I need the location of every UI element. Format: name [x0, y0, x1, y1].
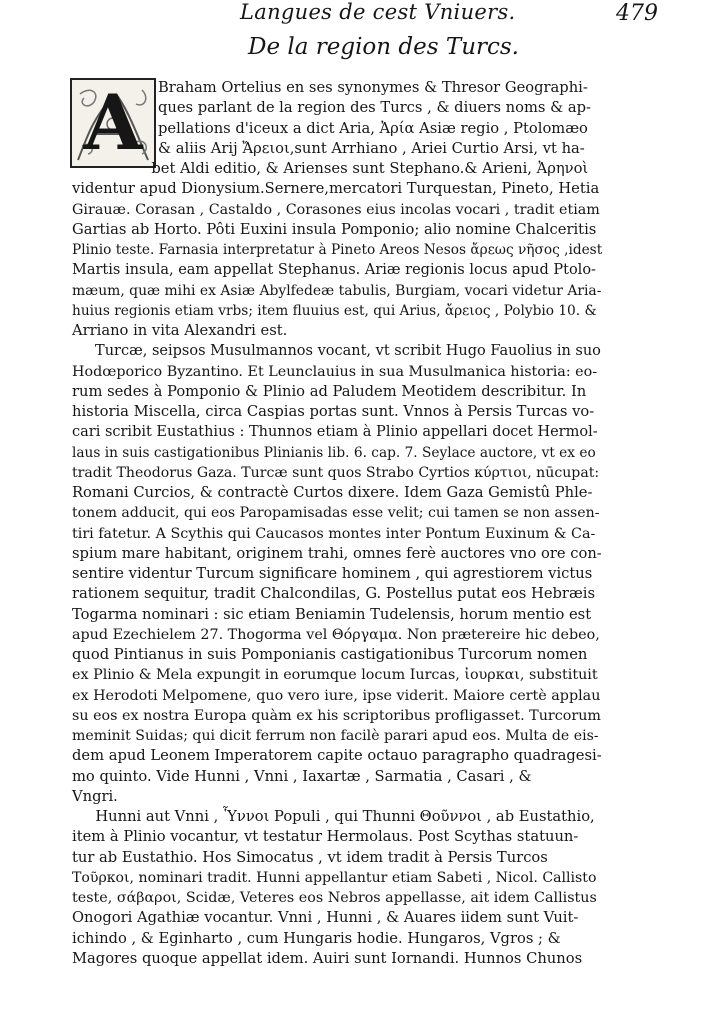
text-line: huius regionis etiam vrbs; item fluuius est, qui Arius, ἄρειος , Polybio 10. &	[72, 302, 597, 319]
paragraph-hunni	[72, 807, 602, 969]
text-line: Girauæ. Corasan , Castaldo , Corasones eius incolas vocari , tradit etiam	[72, 201, 600, 218]
section-title: De la region des Turcs.	[248, 34, 519, 60]
text-line: Turcæ, seipsos Musulmannos vocant, vt scribit Hugo Fauolius in suo	[72, 343, 601, 360]
text-line: pellations d'iceux a dict Aria, Ἀρία Asiæ regio , Ptolomæo	[158, 119, 588, 137]
text-line: spium mare habitant, originem trahi, omnes ferè auctores vno ore con-	[72, 544, 602, 562]
text-line: laus in suis castigationibus Plinianis lib. 6. cap. 7. Seylace auctore, vt ex eo	[72, 444, 596, 461]
text-line: mæum, quæ mihi ex Asiæ Abylfedeæ tabulis, Burgiam, vocari videtur Aria-	[72, 282, 602, 299]
text-line: cari scribit Eustathius : Thunnos etiam à Plinio appellari docet Hermol-	[72, 424, 598, 441]
text-line: Arriano in vita Alexandri est.	[72, 322, 288, 339]
text-line: Plinio teste. Farnasia interpretatur à Pineto Areos Nesos ἄρεως νῆσος ,idest	[72, 242, 603, 258]
indented-lines	[158, 78, 602, 159]
text-line: ques parlant de la region des Turcs , & diuers noms & ap-	[158, 99, 591, 117]
text-line: su eos ex nostra Europa quàm ex his scriptoribus profligasset. Turcorum	[72, 707, 601, 724]
text-line: Braham Ortelius en ses synonymes & Thresor Geographi-	[158, 79, 588, 96]
text-line: Hunni aut Vnni , Ὗννοι Populi , qui Thunni Θοῦννοι , ab Eustathio,	[72, 808, 595, 825]
text-line: quod Pintianus in suis Pomponianis castigationibus Turcorum nomen	[72, 646, 588, 663]
text-line: dem apud Leonem Imperatorem capite octauo paragrapho quadragesi-	[72, 747, 602, 765]
paragraph-ortelius	[72, 78, 602, 341]
text-line: Magores quoque appellat idem. Auiri sunt Iornandi. Hunnos Chunos	[72, 949, 583, 967]
text-line: ex Herodoti Melpomene, quo vero iure, ipse viderit. Maiore certè applau	[72, 687, 601, 704]
text-line: tiri fatetur. A Scythis qui Caucasos montes inter Pontum Euxinum & Ca-	[72, 525, 596, 542]
text-line: & aliis Arij Ἄρειοι,sunt Arrhiano , Ariei Curtio Arsi, vt ha-	[158, 139, 585, 157]
initial-letter: A	[83, 78, 143, 167]
text-line: sentire videntur Turcum significare hominem , qui agrestiorem victus	[72, 565, 593, 582]
body-text	[72, 78, 602, 969]
text-line: Onogori Agathiæ vocantur. Vnni , Hunni , & Auares iidem sunt Vuit-	[72, 909, 579, 927]
text-line: rationem sequitur, tradit Chalcondilas, G. Postellus putat eos Hebræis	[72, 585, 595, 603]
text-line: Τοῦρκοι, nominari tradit. Hunni appellantur etiam Sabeti , Nicol. Callisto	[72, 869, 597, 886]
paragraph-turcae	[72, 341, 602, 807]
text-line: Hodœporico Byzantino. Et Leunclauius in sua Musulmanica historia: eo-	[72, 363, 598, 380]
text-line: ichindo , & Eginharto , cum Hungaris hodie. Hungaros, Vgros ; &	[72, 929, 561, 947]
text-line: Vngri.	[72, 787, 118, 805]
text-line: bet Aldi editio, & Arienses sunt Stephano.& Arieni, Ἀρηνοὶ	[72, 160, 589, 177]
text-line: tradit Theodorus Gaza. Turcæ sunt quos Strabo Cyrtios κύρτιοι, nūcupat:	[72, 464, 600, 481]
text-line: Gartias ab Horto. Pôti Euxini insula Pomponio; alio nomine Chalceritis	[72, 220, 597, 238]
page-number: 479	[616, 1, 658, 26]
text-line: Romani Curcios, & contractè Curtos dixere. Idem Gaza Gemistû Phle-	[72, 484, 593, 501]
running-head: Langues de cest Vniuers.	[240, 0, 516, 24]
text-line: videntur apud Dionysium.Sernere,mercatori Turquestan, Pineto, Hetia	[72, 180, 600, 198]
text-line: ex Plinio & Mela expungit in eorumque locum Iurcas, ἰουρκαι, substituit	[72, 667, 598, 684]
text-line: rum sedes à Pomponio & Plinio ad Paludem Meotidem describitur. In	[72, 382, 587, 400]
text-line: mo quinto. Vide Hunni , Vnni , Iaxartæ , Sarmatia , Casari , &	[72, 767, 532, 785]
text-line: tur ab Eustathio. Hos Simocatus , vt idem tradit à Persis Turcos	[72, 848, 548, 866]
text-line: tonem adducit, qui eos Paropamisadas esse velit; cui tamen se non assen-	[72, 505, 600, 522]
text-line: teste, σάβαροι, Scidæ, Veteres eos Nebros appellasse, ait idem Callistus	[72, 890, 597, 906]
text-line: meminit Suidas; qui dicit ferrum non facilè parari apud eos. Multa de eis-	[72, 728, 599, 744]
text-line: Togarma nominari : sic etiam Beniamin Tudelensis, horum mentio est	[72, 605, 592, 623]
text-line: Martis insula, eam appellat Stephanus. Ariæ regionis locus apud Ptolo-	[72, 262, 596, 279]
text-line: historia Miscella, circa Caspias portas sunt. Vnnos à Persis Turcas vo-	[72, 403, 595, 420]
text-line: item à Plinio vocantur, vt testatur Hermolaus. Post Scythas statuun-	[72, 828, 579, 846]
text-line: apud Ezechielem 27. Thogorma vel Θόργαμα. Non prætereire hic debeo,	[72, 626, 600, 643]
